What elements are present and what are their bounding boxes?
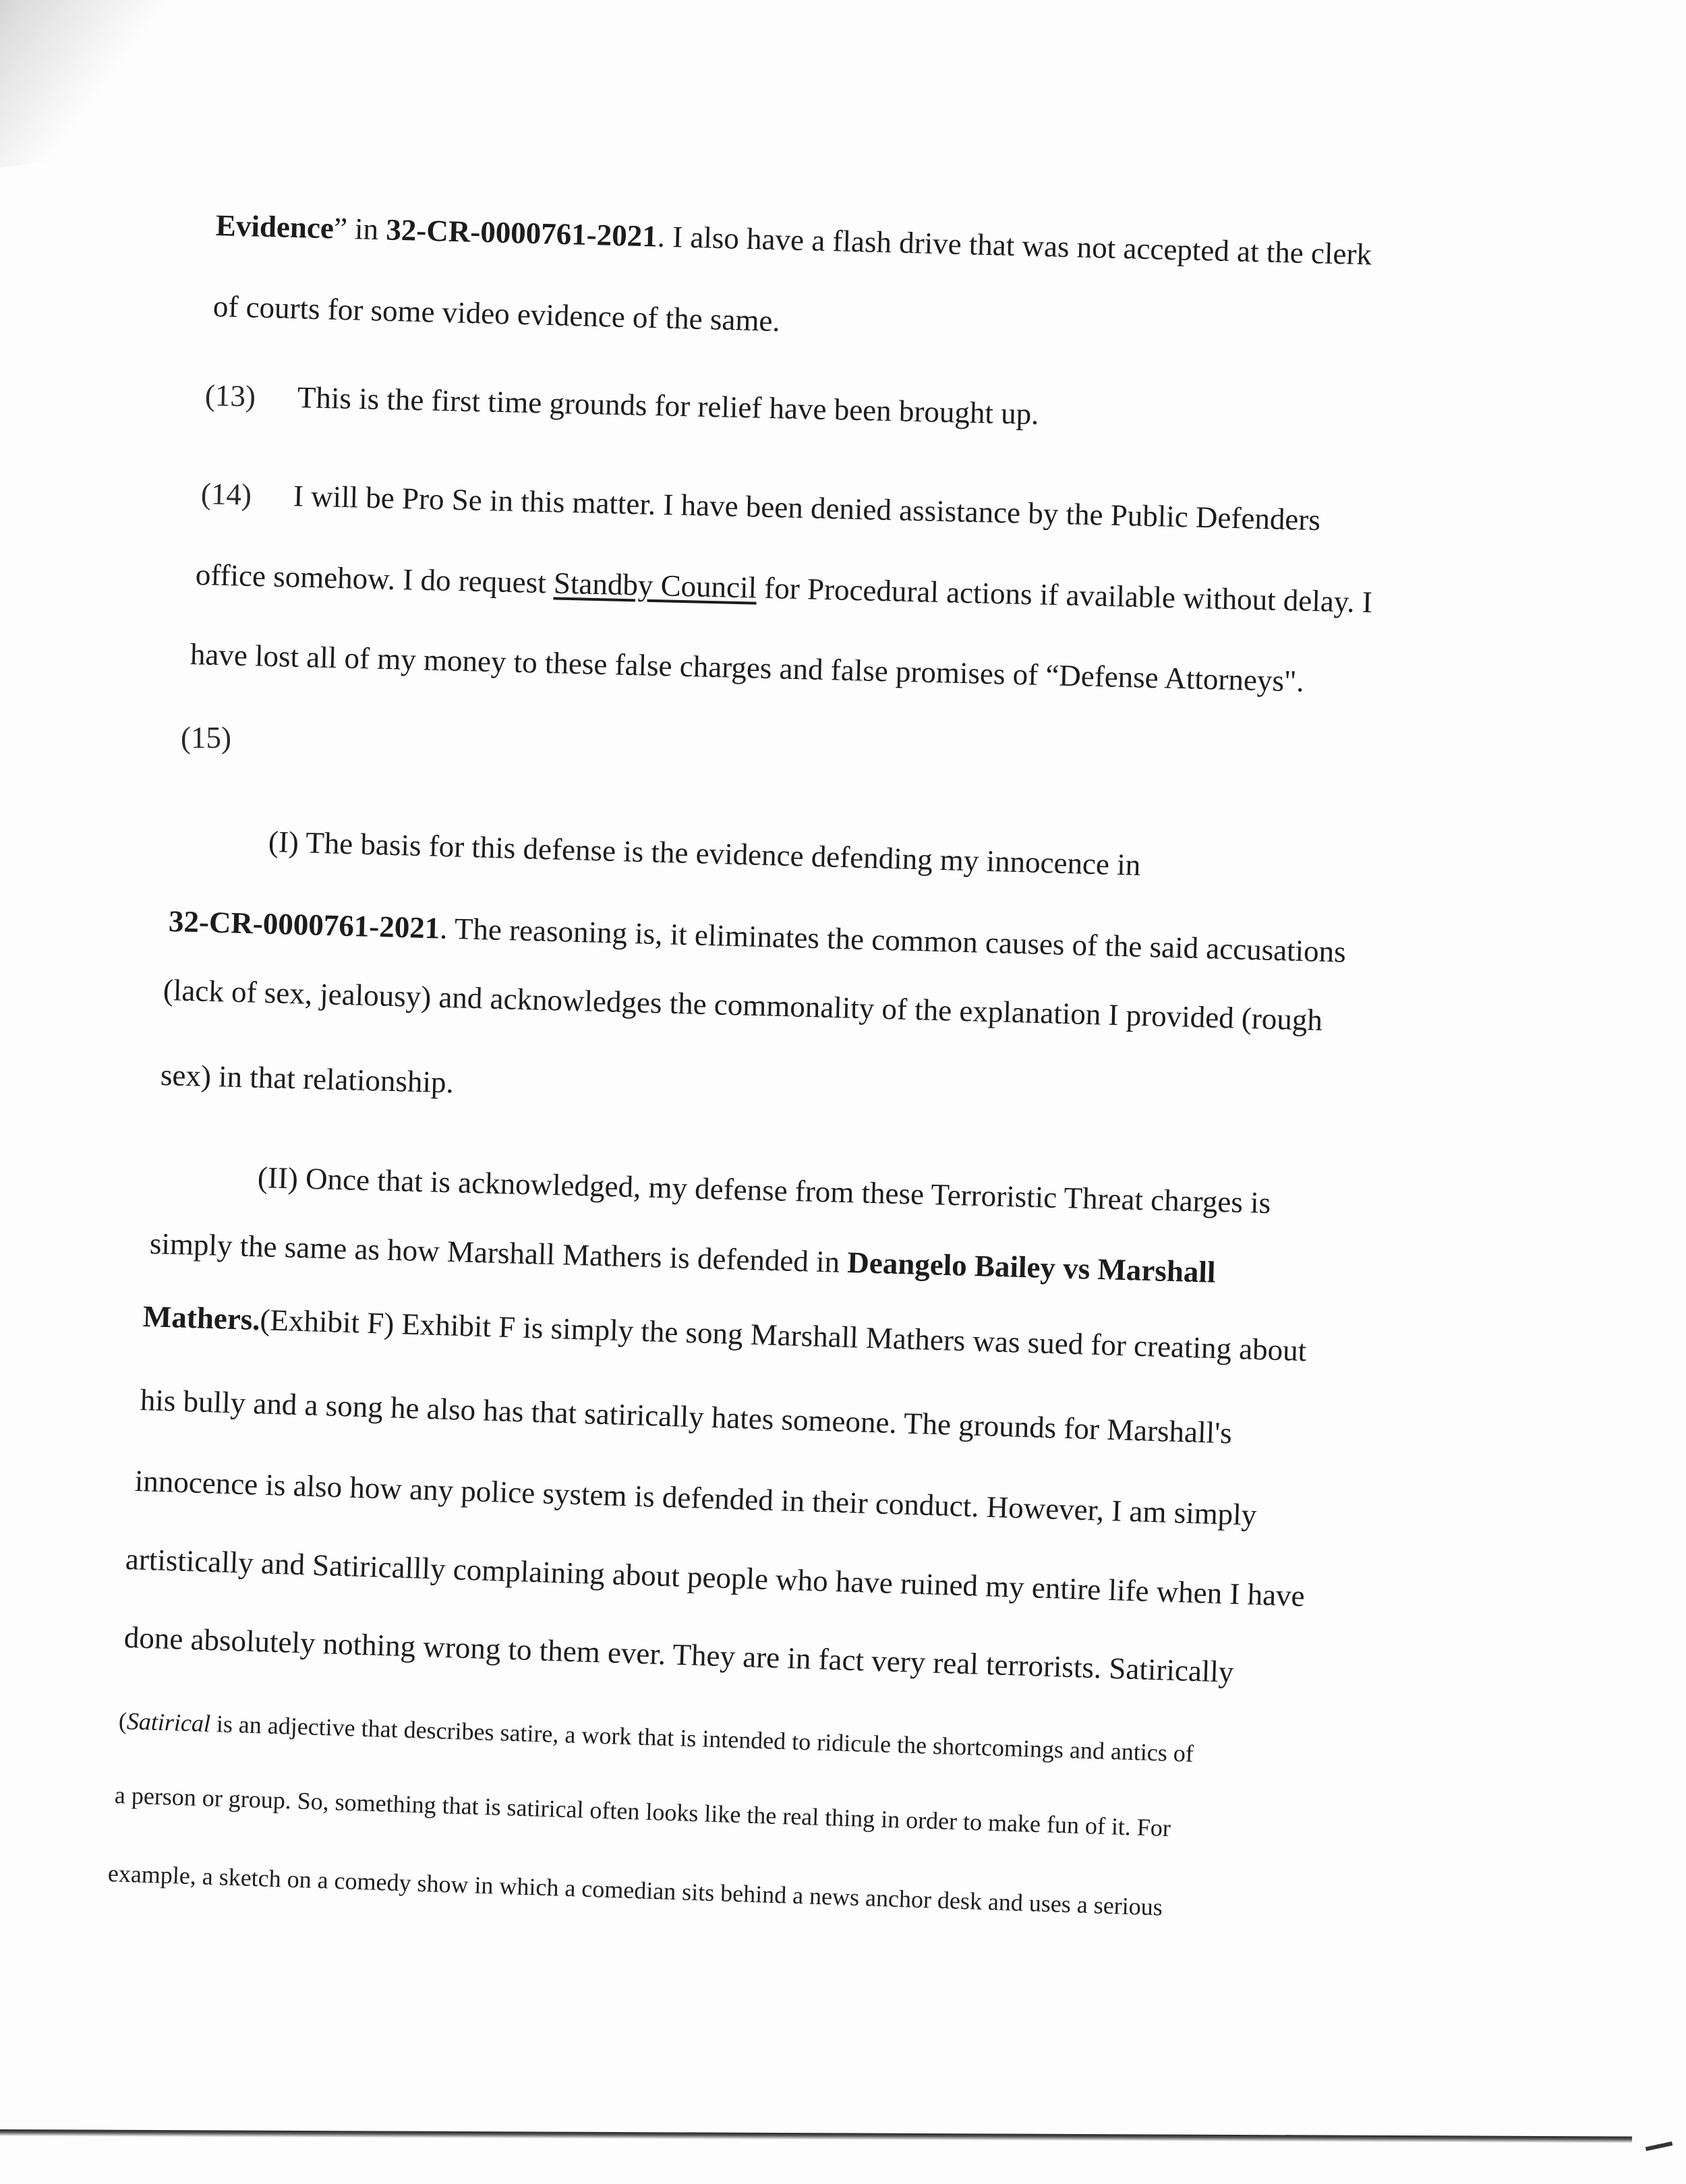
text-span: example, a sketch on a comedy show in which a comedian sits behind a news anchor desk and uses a serious — [107, 1860, 1163, 1921]
text-span: done absolutely nothing wrong to them ever. They are in fact very real terrorists. Satirically — [123, 1620, 1235, 1689]
text-span: simply the same as how Marshall Mathers is defended in — [149, 1227, 848, 1279]
text-line — [190, 637, 1304, 699]
italic-term: Satirical — [126, 1707, 211, 1738]
text-line — [140, 1382, 1232, 1450]
text-span: artistically and Satiricallly complaining about people who have ruined my entire life when I have — [125, 1542, 1306, 1613]
text-line — [215, 208, 1372, 272]
text-span: . I also have a flash drive that was not accepted at the clerk — [657, 219, 1372, 272]
text-span: office somehow. I do request — [195, 558, 554, 600]
text-line — [149, 1226, 1216, 1290]
text-span: have lost all of my money to these false charges and false promises of “Defense Attorneys". — [190, 637, 1305, 699]
text-line — [204, 378, 1039, 432]
text-span: This is the first time grounds for relief have been brought up. — [297, 380, 1039, 432]
text-line — [257, 1160, 1271, 1220]
case-title: Mathers. — [142, 1299, 261, 1337]
text-line — [160, 1057, 454, 1100]
text-line — [134, 1463, 1257, 1533]
underlined-text: Standby Council — [553, 566, 757, 605]
bold-text: Evidence — [215, 208, 335, 245]
text-line — [163, 972, 1322, 1038]
case-title: Deangelo Bailey vs Marshall — [846, 1245, 1217, 1289]
text-line — [107, 1858, 1163, 1922]
text-line — [200, 476, 1320, 537]
text-line — [142, 1299, 1307, 1368]
text-line — [168, 904, 1346, 970]
text-span: is an adjective that describes satire, a work that is intended to ridicule the shortcomings and antics of — [210, 1710, 1194, 1767]
text-line — [114, 1780, 1171, 1843]
scan-corner-mark — [1646, 2142, 1673, 2151]
text-line — [195, 557, 1372, 620]
scan-corner-shadow — [0, 0, 206, 170]
paragraph-number: (14) — [200, 477, 252, 512]
case-number: 32-CR-0000761-2021 — [385, 212, 658, 254]
text-span: a person or group. So, something that is satirical often looks like the real thing in order to make fun of it. For — [114, 1781, 1171, 1842]
text-span: (II) Once that is acknowledged, my defense from these Terroristic Threat charges is — [257, 1160, 1271, 1220]
text-span: I will be Pro Se in this matter. I have been denied assistance by the Public Defenders — [293, 479, 1321, 537]
text-span: . The reasoning is, it eliminates the common causes of the said accusations — [439, 911, 1347, 969]
text-line — [118, 1706, 1194, 1769]
text-line — [181, 720, 231, 755]
text-span: innocence is also how any police system is defended in their conduct. However, I am simply — [134, 1464, 1258, 1532]
text-span: ” in — [333, 211, 387, 247]
paragraph-number: (15) — [181, 721, 231, 755]
text-line — [268, 824, 1141, 883]
text-span: his bully and a song he also has that satirically hates someone. The grounds for Marshall's — [140, 1383, 1233, 1450]
text-span: (lack of sex, jealousy) and acknowledges the commonality of the explanation I provided (rough — [163, 973, 1323, 1038]
text-line — [212, 289, 780, 338]
text-span: (I) The basis for this defense is the evidence defending my innocence in — [268, 825, 1141, 882]
text-span: for Procedural actions if available without delay. I — [756, 570, 1373, 620]
text-line — [125, 1541, 1305, 1614]
scan-bottom-edge — [0, 2129, 1632, 2144]
text-line — [123, 1620, 1234, 1690]
case-number: 32-CR-0000761-2021 — [168, 904, 440, 945]
text-span: (Exhibit F) Exhibit F is simply the song Marshall Mathers was sued for creating about — [259, 1303, 1307, 1368]
text-span: sex) in that relationship. — [160, 1058, 455, 1100]
text-span: of courts for some video evidence of the same. — [212, 289, 781, 338]
paragraph-number: (13) — [204, 378, 256, 413]
text-span: ( — [118, 1707, 127, 1735]
